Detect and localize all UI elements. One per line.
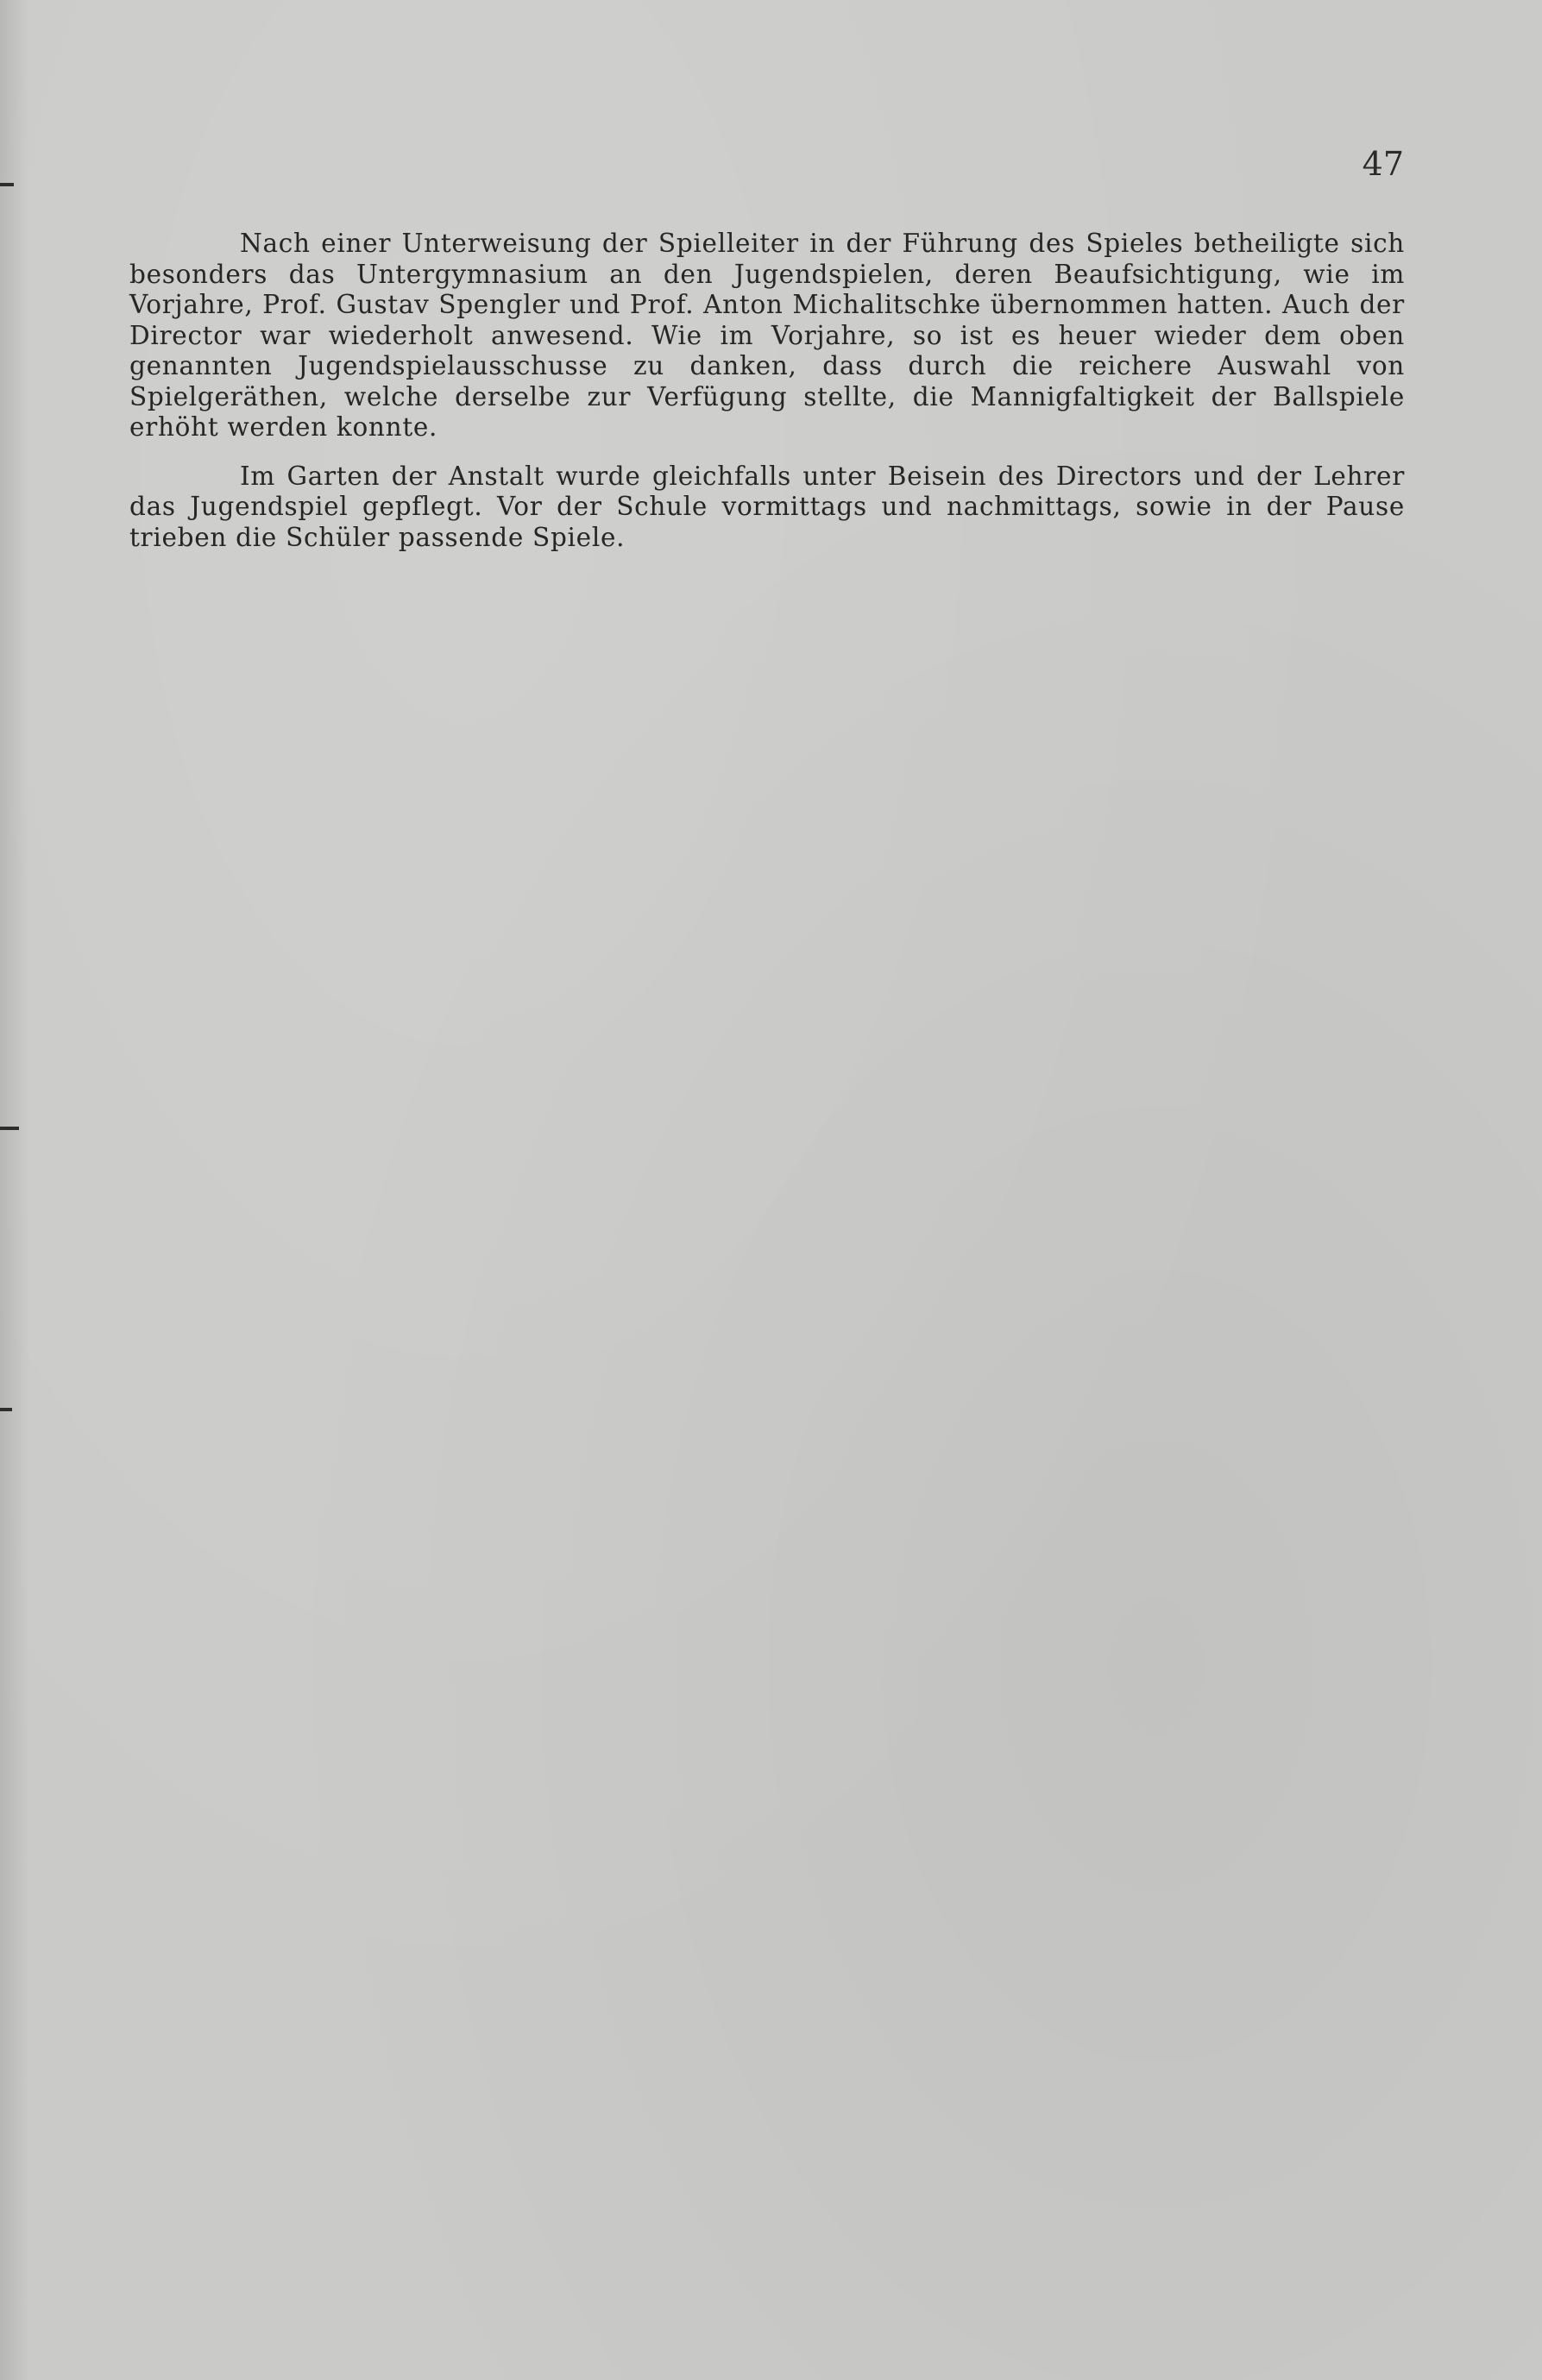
page-edge-shadow — [0, 0, 29, 2380]
binding-mark — [0, 1127, 19, 1130]
page-number: 47 — [1362, 145, 1404, 183]
paragraph: Im Garten der Anstalt wurde gleichfalls unter Beisein des Directors und der Lehrer das Jugendspiel gepflegt. Vor der Schule vormittags und nachmittags, sowie in der Pause trieben die Schüler passende Spiele. — [129, 461, 1405, 552]
body-text — [129, 229, 1405, 553]
paragraph: Nach einer Unterweisung der Spielleiter in der Führung des Spieles betheiligte sich besonders das Untergymnasium an den Jugendspielen, deren Beaufsichtigung, wie im Vorjahre, Prof. Gustav Spengler und Prof. Anton Michalitschke übernommen hatten. Auch der Director war wiederholt anwesend. Wie im Vorjahre, so ist es heuer wieder dem oben genannten Jugendspielausschusse zu danken, dass durch die reichere Auswahl von Spielgeräthen, welche derselbe zur Verfügung stellte, die Mannigfaltigkeit der Ballspiele erhöht werden konnte. — [129, 229, 1405, 442]
binding-mark — [0, 1408, 12, 1411]
binding-mark — [0, 183, 14, 186]
